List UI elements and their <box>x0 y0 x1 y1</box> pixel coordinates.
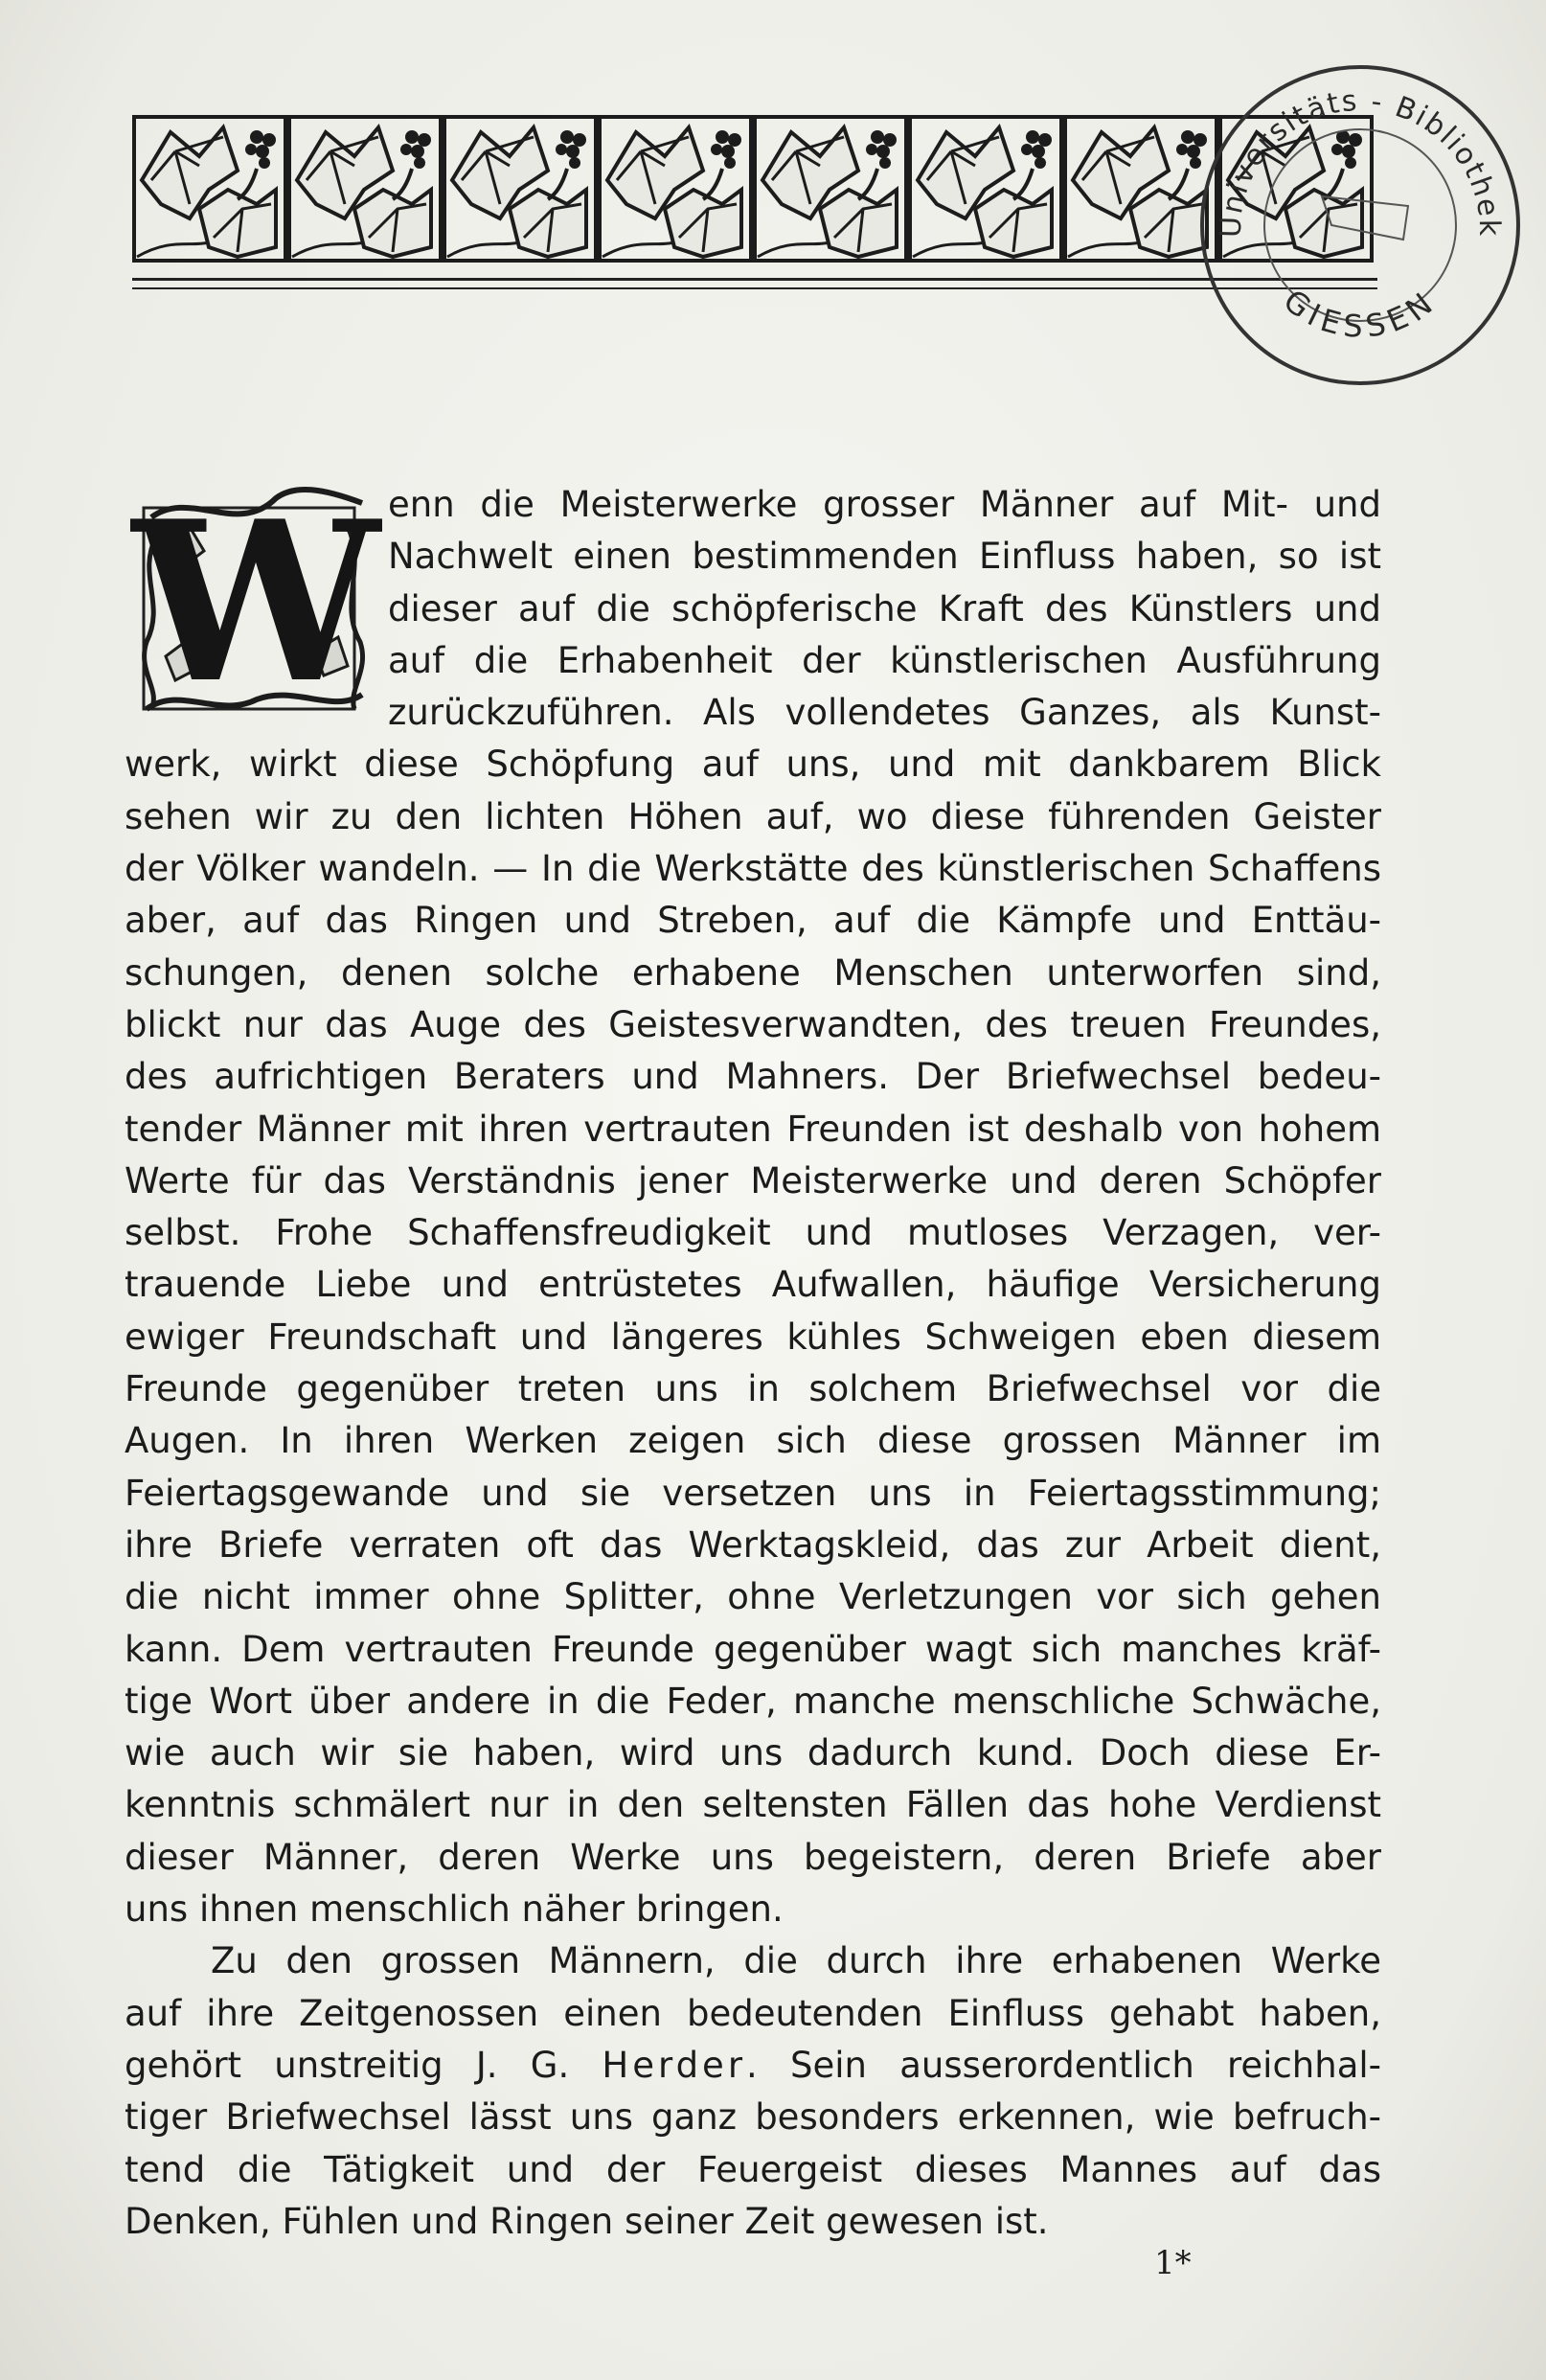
text-line: der Völker wandeln. — In die Werkstätte des künstlerischen Schaffens <box>125 848 1381 890</box>
text-line: die nicht immer ohne Splitter, ohne Verletzungen vor sich gehen <box>125 1576 1381 1618</box>
paragraph-2 <box>125 1935 1381 2248</box>
initial-letter: W <box>132 473 380 732</box>
text-line: Freunde gegenüber treten uns in solchem Briefwechsel vor die <box>125 1368 1381 1410</box>
text-line: Augen. In ihren Werken zeigen sich diese grossen Männer im <box>125 1420 1381 1462</box>
text-line: wie auch wir sie haben, wird uns dadurch kund. Doch diese Er- <box>125 1732 1381 1774</box>
body-text <box>125 473 1381 2248</box>
text-line: auf ihre Zeitgenossen einen bedeutenden Einfluss gehabt haben, <box>125 1992 1381 2034</box>
text-line: schungen, denen solche erhabene Menschen unterworfen sind, <box>125 951 1381 994</box>
decorative-initial <box>132 473 380 732</box>
text-line: selbst. Frohe Schaffensfreudigkeit und mutloses Verzagen, ver- <box>125 1212 1381 1254</box>
text-line: ewiger Freundschaft und längeres kühles Schweigen eben diesem <box>125 1316 1381 1358</box>
text-line: aber, auf das Ringen und Streben, auf die Kämpfe und Enttäu- <box>125 900 1381 942</box>
text-line: auf die Erhabenheit der künstlerischen Ausführung <box>388 639 1381 681</box>
text-line: enn die Meisterwerke grosser Männer auf Mit- und <box>388 484 1381 525</box>
text-line: tend die Tätigkeit und der Feuergeist dieses Mannes auf das <box>125 2148 1381 2190</box>
library-stamp <box>1188 53 1533 398</box>
author-name-herder: Herder <box>602 2044 747 2086</box>
text-line: des aufrichtigen Beraters und Mahners. Der Briefwechsel bedeu- <box>125 1056 1381 1098</box>
text-line: tiger Briefwechsel lässt uns ganz besonders erkennen, wie befruch- <box>125 2096 1381 2139</box>
text-line: dieser auf die schöpferische Kraft des Künstlers und <box>388 587 1381 629</box>
text-line: werk, wirkt diese Schöpfung auf uns, und mit dankbarem Blick <box>125 744 1381 786</box>
text-line: tender Männer mit ihren vertrauten Freunden ist deshalb von hohem <box>125 1108 1381 1150</box>
text-line: ihre Briefe verraten oft das Werktagskleid, das zur Arbeit dient, <box>125 1523 1381 1566</box>
text-line: zurückzuführen. Als vollendetes Ganzes, als Kunst- <box>388 692 1381 734</box>
page-number: 1* <box>1154 2244 1192 2282</box>
text-segment: gehört unstreitig J. G. <box>125 2044 602 2086</box>
text-segment: . Sein ausserordentlich reichhal- <box>746 2044 1381 2086</box>
svg-text:Universitäts - Bibliothek: Universitäts - Bibliothek <box>1214 83 1507 239</box>
text-line: blickt nur das Auge des Geistesverwandten, des treuen Freundes, <box>125 1003 1381 1045</box>
text-line: tige Wort über andere in die Feder, manche menschliche Schwäche, <box>125 1680 1381 1722</box>
svg-text:GIESSEN: GIESSEN <box>1276 282 1444 345</box>
text-line: Feiertagsgewande und sie versetzen uns in Feiertagsstimmung; <box>125 1472 1381 1514</box>
text-line: Denken, Fühlen und Ringen seiner Zeit gewesen ist. <box>125 2200 1049 2242</box>
text-line: Werte für das Verständnis jener Meisterwerke und deren Schöpfer <box>125 1159 1381 1201</box>
text-line: Zu den grossen Männern, die durch ihre erhabenen Werke <box>211 1940 1381 1982</box>
text-line: sehen wir zu den lichten Höhen auf, wo diese führenden Geister <box>125 795 1381 837</box>
text-line: kenntnis schmälert nur in den seltensten Fällen das hohe Verdienst <box>125 1784 1381 1826</box>
text-line: Nachwelt einen bestimmenden Einfluss haben, so ist <box>388 536 1381 578</box>
text-line <box>125 2040 1381 2092</box>
text-line: trauende Liebe und entrüstetes Aufwallen, häufige Versicherung <box>125 1264 1381 1306</box>
text-line: uns ihnen menschlich näher bringen. <box>125 1888 784 1931</box>
text-line: kann. Dem vertrauten Freunde gegenüber wagt sich manches kräf- <box>125 1628 1381 1670</box>
text-line: dieser Männer, deren Werke uns begeistern, deren Briefe aber <box>125 1836 1381 1878</box>
